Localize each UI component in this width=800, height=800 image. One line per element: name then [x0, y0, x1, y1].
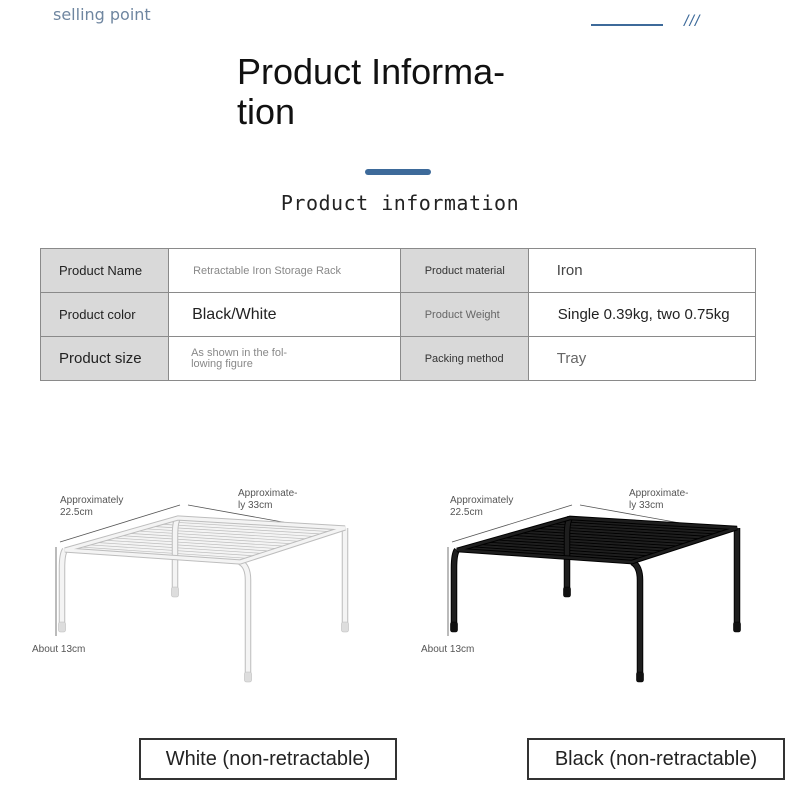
- width-dimension-label: [450, 495, 513, 519]
- page-title: [237, 52, 547, 132]
- rack-foot: [245, 672, 252, 682]
- length-dimension-label: [238, 488, 297, 512]
- rack-foot: [451, 622, 458, 632]
- table-cell-value: Retractable Iron Storage Rack: [169, 249, 401, 293]
- product-figure-white: [0, 480, 400, 700]
- rack-foot: [734, 622, 741, 632]
- table-row: [41, 337, 756, 381]
- decorative-slashes: ///: [684, 13, 701, 30]
- size-value-line-2: lowing figure: [191, 357, 253, 370]
- table-cell-value: [169, 337, 401, 381]
- table-cell-value: Tray: [528, 337, 755, 381]
- rack-foot: [172, 587, 179, 597]
- dim-text: ly 33cm: [238, 500, 273, 511]
- rack-foot: [342, 622, 349, 632]
- table-cell-label: Product color: [41, 293, 169, 337]
- rack-shape: [451, 518, 741, 682]
- table-row: [41, 293, 756, 337]
- product-figure-black: [392, 480, 792, 700]
- section-subtitle: Product information: [280, 191, 520, 215]
- dim-text: 22.5cm: [60, 507, 93, 518]
- dim-text: ly 33cm: [629, 500, 664, 511]
- table-cell-value: Black/White: [169, 293, 401, 337]
- table-row: [41, 249, 756, 293]
- height-dimension-label: About 13cm: [32, 644, 86, 655]
- dim-text: 22.5cm: [450, 507, 483, 518]
- table-cell-label: Packing method: [400, 337, 528, 381]
- rack-foot: [564, 587, 571, 597]
- dim-text: Approximate-: [629, 488, 689, 499]
- table-cell-label: Product material: [400, 249, 528, 293]
- size-value-line-1: As shown in the fol-: [191, 346, 288, 359]
- dim-text: Approximate-: [238, 488, 298, 499]
- rack-foot: [59, 622, 66, 632]
- product-info-table: [40, 248, 756, 381]
- table-cell-label: Product Weight: [400, 293, 528, 337]
- height-dimension-label: About 13cm: [421, 644, 475, 655]
- selling-point-label: selling point: [53, 5, 151, 24]
- decorative-line: [591, 24, 663, 26]
- rack-leg: [240, 562, 248, 680]
- table-cell-value: Single 0.39kg, two 0.75kg: [528, 293, 755, 337]
- rack-leg: [632, 562, 640, 680]
- width-dimension-label: [60, 495, 123, 519]
- dim-text: Approximately: [60, 495, 124, 506]
- table-cell-value: Iron: [528, 249, 755, 293]
- caption-black: Black (non-retractable): [527, 738, 785, 780]
- rack-shape: [59, 518, 349, 682]
- page-title-line-1: Product Informa-: [237, 51, 506, 92]
- title-accent-bar: [365, 169, 431, 175]
- rack-foot: [637, 672, 644, 682]
- table-cell-label: Product Name: [41, 249, 169, 293]
- table-cell-label: Product size: [41, 337, 169, 381]
- page-title-line-2: tion: [237, 91, 296, 132]
- dim-text: Approximately: [450, 495, 514, 506]
- length-dimension-label: [629, 488, 688, 512]
- caption-white: White (non-retractable): [139, 738, 397, 780]
